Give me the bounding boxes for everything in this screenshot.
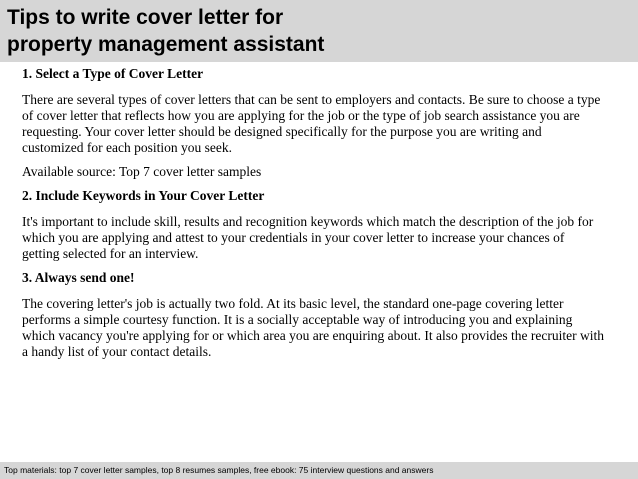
slide-title [7, 4, 324, 58]
section-3-heading: 3. Always send one! [22, 270, 135, 285]
section-2-heading: 2. Include Keywords in Your Cover Letter [22, 188, 265, 203]
slide-title-line1: Tips to write cover letter for [7, 6, 284, 29]
available-source-text: Available source: Top 7 cover letter samples [22, 164, 262, 179]
footer-text: Top materials: top 7 cover letter samples, top 8 resumes samples, free ebook: 75 interview questions and answers [4, 465, 434, 475]
section-1-heading: 1. Select a Type of Cover Letter [22, 66, 204, 81]
slide-title-line2: property management assistant [7, 33, 325, 56]
section-1-body: There are several types of cover letters that can be sent to employers and contacts. Be sure to choose a type of cover letter that reflects how you are applying for the job or the type of job search assistance you are requesting. Your cover letter should be designed specifically for the purpose you are writing and customized for each position you seek. [22, 92, 601, 155]
slide-content [22, 66, 604, 368]
section-3-body: The covering letter's job is actually two fold. At its basic level, the standard one-page covering letter performs a simple courtesy function. It is a socially acceptable way of introducing you and explaining which vacancy you're applying for or which area you are enquiring about. It also provides the recruiter with a handy list of your contact details. [22, 296, 604, 359]
section-2-body: It's important to include skill, results and recognition keywords which match the description of the job for which you are applying and attest to your credentials in your cover letter to increase your chances of getting selected for an interview. [22, 214, 594, 261]
